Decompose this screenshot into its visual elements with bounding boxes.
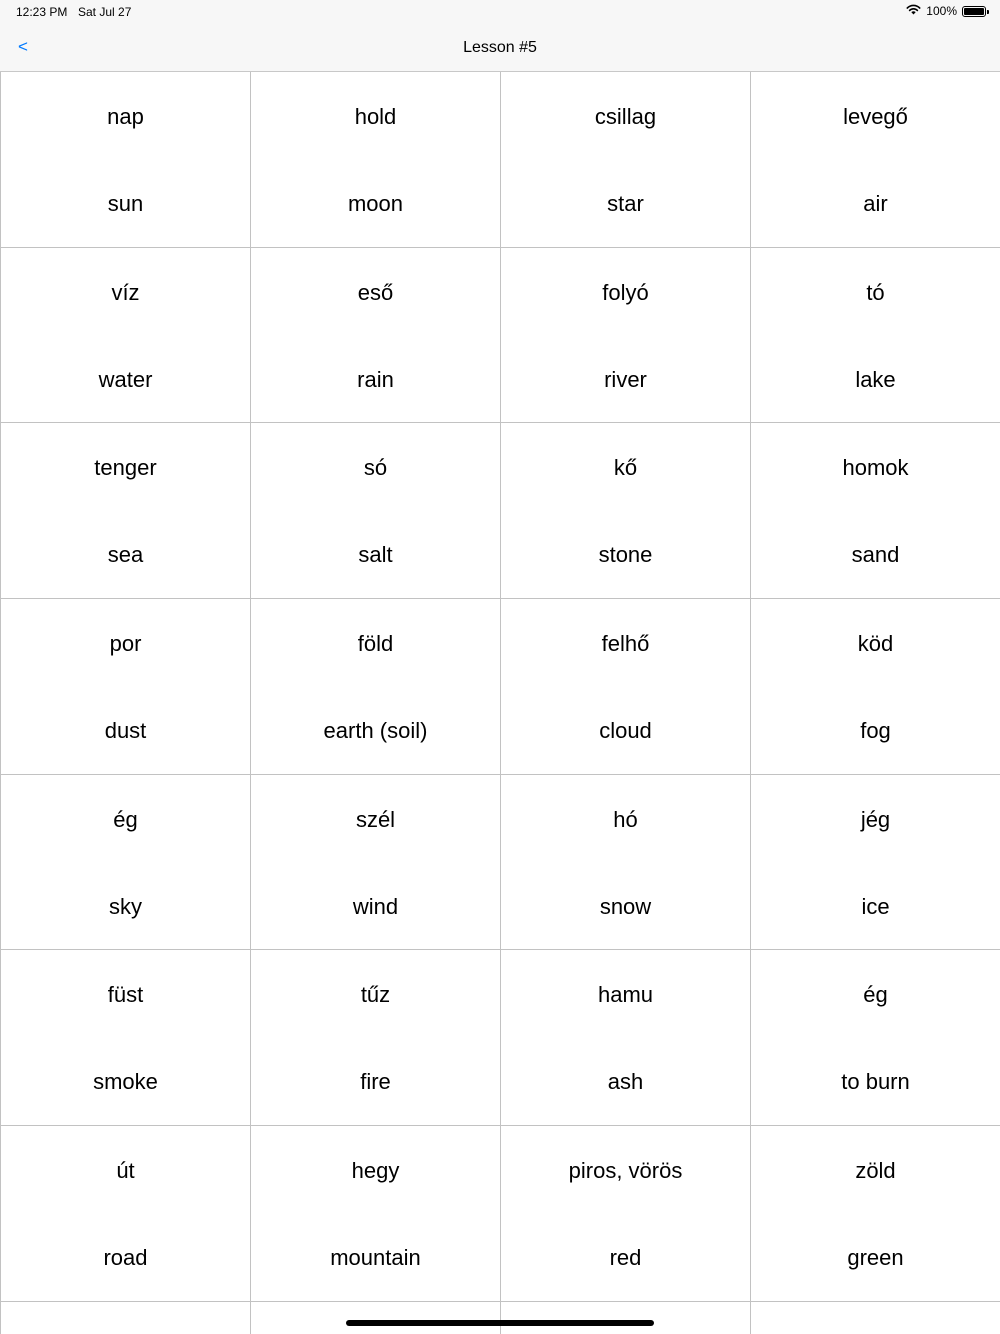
english-translation: wind [352,893,399,919]
english-translation: sand [851,542,900,568]
battery-percent: 100% [926,4,957,18]
hungarian-word: ég [113,806,138,832]
flashcard[interactable] [1,423,251,599]
flashcard[interactable] [1,248,251,424]
flashcard[interactable] [251,1126,501,1302]
flashcard[interactable] [751,1126,1000,1302]
english-translation: river [604,366,647,392]
english-translation: green [847,1245,904,1271]
english-translation: smoke [93,1069,158,1095]
english-translation: air [863,191,888,216]
flashcard[interactable] [501,599,751,775]
hungarian-word: hó [613,806,638,832]
flashcard[interactable] [1,1126,251,1302]
hungarian-word: ég [863,982,888,1008]
english-translation: road [103,1245,148,1271]
flashcard[interactable] [251,72,501,248]
flashcard-grid [0,72,1000,1334]
english-translation: rain [357,366,394,392]
hungarian-word: csillag [594,104,657,129]
hungarian-word: föld [357,631,394,657]
hungarian-word: hold [354,104,397,129]
english-translation: fire [360,1069,391,1095]
flashcard[interactable] [751,950,1000,1126]
english-translation: sun [107,191,144,216]
english-translation: sky [109,893,142,919]
english-translation: dust [104,718,147,744]
english-translation: cloud [599,718,652,744]
flashcard[interactable] [751,423,1000,599]
hungarian-word: tenger [94,455,157,481]
english-translation: ice [861,893,890,919]
english-translation: moon [347,191,404,216]
hungarian-word: hegy [351,1158,400,1184]
hungarian-word: piros, vörös [568,1158,683,1184]
flashcard[interactable] [251,1302,501,1334]
hungarian-word: köd [857,631,894,657]
flashcard[interactable] [1,599,251,775]
english-translation: water [98,366,153,392]
flashcard[interactable] [501,423,751,599]
status-bar [0,0,1000,24]
hungarian-word: füst [107,982,144,1008]
hungarian-word: levegő [843,104,908,129]
hungarian-word: felhő [601,631,650,657]
hungarian-word: eső [357,279,394,305]
status-indicators [906,4,986,18]
english-translation: earth (soil) [323,718,428,744]
hungarian-word: szél [355,806,396,832]
hungarian-word: só [363,455,388,481]
flashcard[interactable] [751,248,1000,424]
flashcard[interactable] [501,1126,751,1302]
flashcard[interactable] [1,775,251,951]
english-translation: to burn [841,1069,910,1095]
flashcard[interactable] [251,423,501,599]
hungarian-word: tó [866,279,885,305]
hungarian-word: nap [107,104,144,129]
english-translation: red [609,1245,642,1271]
english-translation: star [607,191,644,216]
hungarian-word: hamu [597,982,654,1008]
flashcard[interactable] [501,72,751,248]
english-translation: mountain [330,1245,421,1271]
flashcard[interactable] [501,775,751,951]
english-translation: fog [860,718,891,744]
flashcard[interactable] [751,775,1000,951]
english-translation: salt [358,542,393,568]
flashcard[interactable] [501,1302,751,1334]
hungarian-word: jég [860,806,891,832]
flashcard[interactable] [251,248,501,424]
english-translation: ash [607,1069,644,1095]
page-title: Lesson #5 [463,39,537,56]
flashcard[interactable] [251,775,501,951]
english-translation: lake [855,366,896,392]
flashcard[interactable] [251,950,501,1126]
hungarian-word: víz [111,279,140,305]
hungarian-word: homok [842,455,909,481]
status-time: 12:23 PM [16,5,68,19]
home-indicator[interactable] [346,1320,654,1326]
wifi-icon [906,4,921,18]
battery-icon [962,6,986,17]
battery-fill [964,8,984,15]
flashcard[interactable] [751,599,1000,775]
status-date: Sat Jul 27 [78,5,132,19]
english-translation: stone [598,542,653,568]
navigation-bar [0,24,1000,72]
flashcard[interactable] [251,599,501,775]
english-translation: sea [107,542,144,568]
flashcard[interactable] [501,248,751,424]
flashcard[interactable] [501,950,751,1126]
hungarian-word: por [109,631,142,657]
flashcard[interactable] [1,1302,251,1334]
flashcard[interactable] [1,950,251,1126]
hungarian-word: kő [613,455,638,481]
hungarian-word: folyó [602,279,649,305]
back-button[interactable]: < [18,37,28,56]
battery-tip [987,10,989,14]
hungarian-word: út [116,1158,135,1184]
hungarian-word: tűz [360,982,391,1008]
flashcard[interactable] [751,1302,1000,1334]
hungarian-word: zöld [855,1158,896,1184]
flashcard[interactable] [1,72,251,248]
english-translation: snow [599,893,652,919]
flashcard[interactable] [751,72,1000,248]
